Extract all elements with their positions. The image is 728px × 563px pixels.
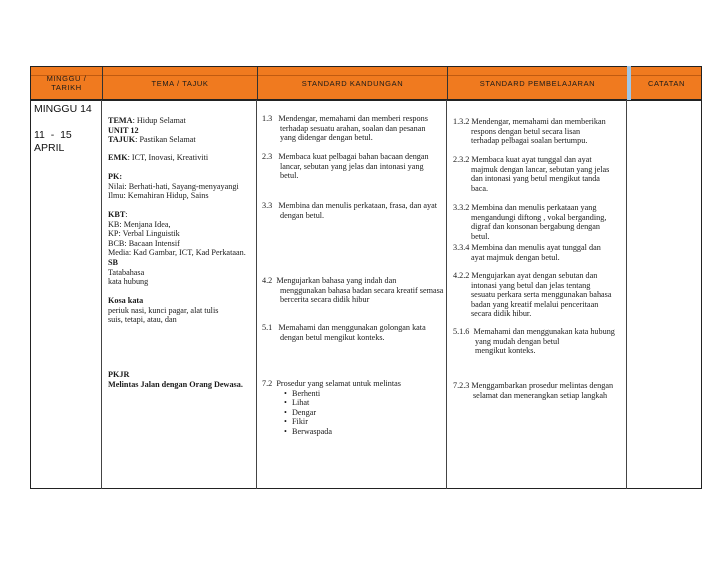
sk-text: yang didengar dengan betul.: [280, 133, 373, 143]
emk-line: [108, 153, 208, 163]
sp-text: Menggambarkan prosedur melintas dengan: [471, 381, 614, 390]
sp-item: [453, 155, 609, 193]
sp-item: [453, 327, 615, 356]
sk-text: lancar, sebutan yang jelas dan intonasi yang: [280, 161, 424, 171]
sp-number: 3.3.2: [453, 203, 470, 212]
sp-text: sesuatu perkara serta menggunakan bahasa: [471, 290, 612, 300]
sk-text: dengan betul.: [280, 210, 325, 220]
sk-text: dengan betul mengikut konteks.: [280, 332, 385, 342]
sb-label: SB: [108, 257, 119, 267]
header-standard-kandungan: STANDARD KANDUNGAN: [301, 78, 404, 88]
header-standard-pembelajaran: STANDARD PEMBELAJARAN: [479, 78, 596, 88]
sp-number: 4.2.2: [453, 271, 470, 280]
kbt-kp: KP: Verbal Linguistik: [108, 229, 180, 239]
column-divider: [256, 100, 257, 489]
kbt-bcb: BCB: Bacaan Intensif: [108, 238, 180, 248]
sp-text: respons dengan betul secara lisan: [471, 126, 581, 136]
kbt-block: [108, 210, 246, 287]
tajuk-label: TAJUK: [108, 135, 136, 145]
sk-item: [262, 379, 401, 437]
sk-text: Membaca kuat pelbagai bahan bacaan dengan: [278, 152, 429, 161]
sb-katahubung: kata hubung: [108, 277, 149, 287]
week-dates: 11 - 15: [34, 129, 72, 141]
sp-text: Membina dan menulis perkataan yang: [471, 203, 597, 212]
header-accent-strip: [627, 66, 631, 100]
sk-number: 3.3: [262, 201, 273, 210]
sk-item: [262, 114, 428, 143]
sk-item: [262, 201, 437, 220]
pk-ilmu: Ilmu: Kemahiran Hidup, Sains: [108, 191, 209, 201]
column-divider: [101, 100, 102, 489]
sk-text: bercerita secara didik hibur: [280, 295, 370, 305]
sk-text: Membina dan menulis perkataan, frasa, dan ayat: [278, 201, 438, 210]
kosa-kata-label: Kosa kata: [108, 296, 144, 305]
kbt-kb: KB: Menjana Idea,: [108, 219, 171, 229]
list-item: • Fikir: [262, 417, 401, 427]
sp-item: [453, 203, 606, 241]
week-cell: [34, 103, 92, 155]
header-minggu-tarikh: [31, 67, 102, 99]
sp-text: mengikut konteks.: [475, 346, 536, 356]
header-bottom-border: [30, 100, 702, 101]
header-tarikh: TARIKH: [51, 83, 82, 92]
sp-text: intonasi yang betul dan jelas tentang: [471, 280, 591, 290]
tema-label: TEMA: [108, 116, 133, 125]
kosa-kata-line-2: suis, tetapi, atau, dan: [108, 315, 177, 325]
pk-block: [108, 172, 239, 201]
emk-label: EMK: [108, 153, 128, 162]
list-item: • Lihat: [262, 398, 401, 408]
sp-text: dan intonasi yang betul mengikut tanda: [471, 174, 600, 184]
sk-text: terhadap sesuatu arahan, soalan dan pesanan: [280, 123, 426, 133]
pk-label: PK:: [108, 172, 123, 181]
sp-number: 2.3.2: [453, 155, 470, 164]
sp-text: mengandungi diftong , vokal berganding,: [471, 212, 607, 222]
list-item: • Dengar: [262, 408, 401, 418]
sk-item: [262, 276, 443, 305]
unit-label: UNIT 12: [108, 125, 139, 135]
kbt-colon: :: [125, 210, 128, 219]
sk-number: 5.1: [262, 323, 273, 332]
sk-number: 1.3: [262, 114, 273, 123]
sp-text: Mendengar, memahami dan memberikan: [471, 117, 606, 126]
pk-nilai: Nilai: Berhati-hati, Sayang-menyayangi: [108, 181, 239, 191]
sk-text: Prosedur yang selamat untuk melintas: [276, 379, 401, 388]
list-item: • Berwaspada: [262, 427, 401, 437]
sp-text: betul.: [471, 231, 490, 241]
kbt-label: KBT: [108, 210, 126, 219]
column-divider: [626, 100, 627, 489]
kbt-media: Media: Kad Gambar, ICT, Kad Perkataan.: [108, 248, 246, 258]
sp-text: terhadap pelbagai soalan bertumpu.: [471, 136, 588, 146]
sp-item: [453, 271, 612, 319]
sp-number: 1.3.2: [453, 117, 470, 126]
sk-text: Mengujarkan bahasa yang indah dan: [276, 276, 397, 285]
emk-value: : ICT, Inovasi, Kreativiti: [127, 153, 209, 162]
sp-text: majmuk dengan lancar, sebutan yang jelas: [471, 164, 610, 174]
pkjr-label: PKJR: [108, 370, 130, 379]
sp-text: Membina dan menulis ayat tunggal dan: [471, 243, 601, 252]
sp-text: ayat majmuk dengan betul.: [471, 252, 560, 262]
sp-text: digraf dan konsonan bergabung dengan: [471, 222, 600, 232]
kosa-kata-block: [108, 296, 218, 325]
sk-item: [262, 152, 429, 181]
pkjr-title: Melintas Jalan dengan Orang Dewasa.: [108, 379, 243, 389]
sp-text: Mengujarkan ayat dengan sebutan dan: [471, 271, 598, 280]
header-tema: TEMA / TAJUK: [151, 78, 209, 88]
sp-text: yang mudah dengan betul: [475, 336, 560, 346]
sp-item: [453, 117, 606, 146]
sk-number: 4.2: [262, 276, 273, 285]
header-minggu: MINGGU /: [46, 74, 87, 83]
sp-item: [453, 381, 613, 400]
sp-text: Membaca kuat ayat tunggal dan ayat: [471, 155, 592, 164]
procedure-list: [262, 389, 401, 437]
tajuk-value: : Pastikan Selamat: [135, 135, 196, 145]
table-header-row: [30, 66, 702, 100]
sp-text: Memahami dan menggunakan kata hubung: [473, 327, 615, 336]
sk-text: Mendengar, memahami dan memberi respons: [278, 114, 428, 123]
sp-text: baca.: [471, 183, 489, 193]
sp-number: 7.2.3: [453, 381, 470, 390]
list-item: • Berhenti: [262, 389, 401, 399]
sp-text: selamat dan menerangkan setiap langkah: [473, 390, 608, 400]
sk-number: 7.2: [262, 379, 273, 388]
sb-tatabahasa: Tatabahasa: [108, 267, 145, 277]
sp-text: badan yang kreatif melalui penceritaan: [471, 299, 599, 309]
tema-value: : Hidup Selamat: [132, 116, 186, 125]
column-divider: [446, 100, 447, 489]
pkjr-block: [108, 370, 243, 389]
sk-text: Memahami dan menggunakan golongan kata: [278, 323, 426, 332]
week-month: APRIL: [34, 142, 65, 154]
sk-text: betul.: [280, 171, 299, 181]
tema-block: [108, 116, 196, 145]
sp-number: 3.3.4: [453, 243, 470, 252]
week-number: MINGGU 14: [34, 103, 92, 115]
sk-text: menggunakan bahasa badan secara kreatif semasa: [280, 285, 444, 295]
sp-item: [453, 243, 601, 262]
sp-number: 5.1.6: [453, 327, 470, 336]
kosa-kata-line-1: periuk nasi, kunci pagar, alat tulis: [108, 305, 219, 315]
sk-number: 2.3: [262, 152, 273, 161]
sk-item: [262, 323, 426, 342]
sp-text: secara didik hibur.: [471, 309, 532, 319]
header-catatan: CATATAN: [648, 78, 685, 88]
